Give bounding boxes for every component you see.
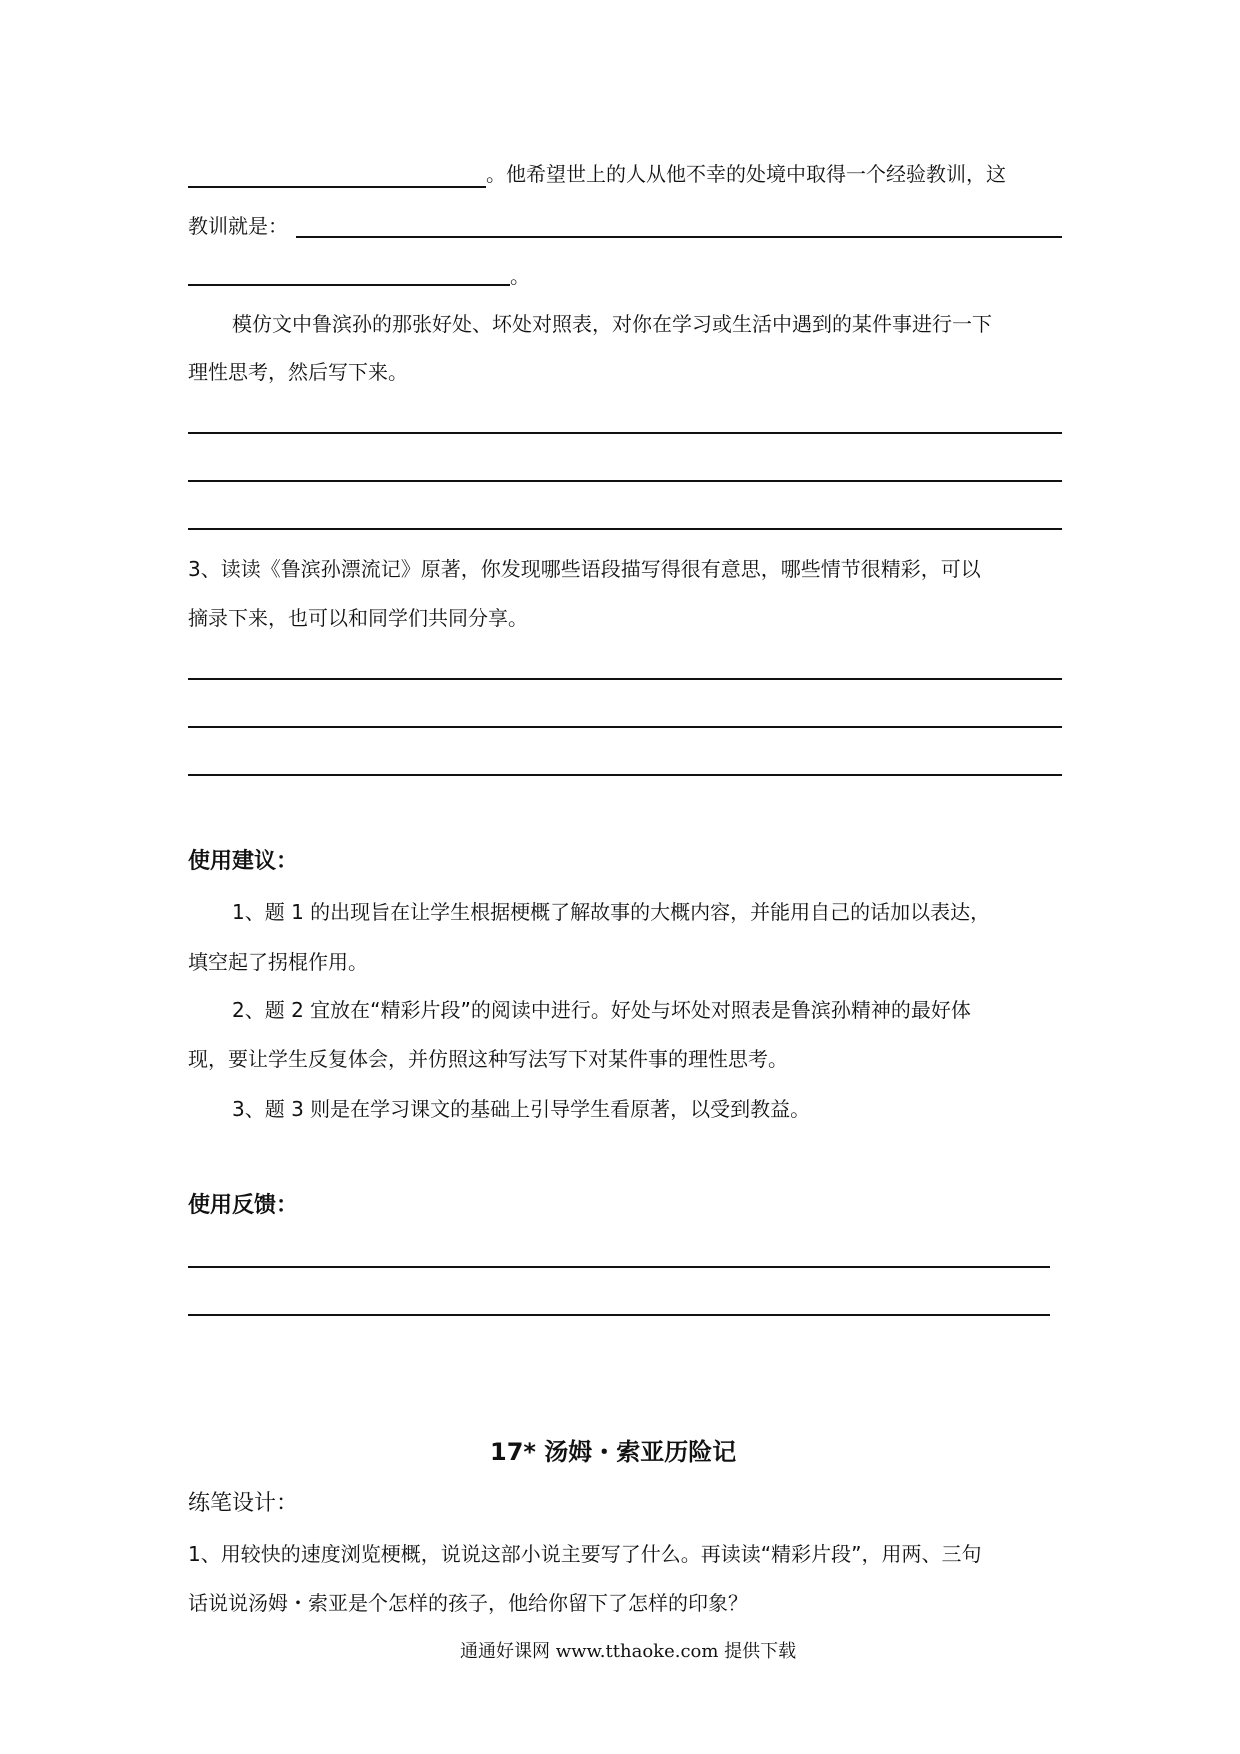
answer-line[interactable] bbox=[188, 528, 1062, 530]
paragraph-line: 理性思考，然后写下来。 bbox=[188, 360, 408, 384]
paragraph-line: 1、用较快的速度浏览梗概，说说这部小说主要写了什么。再读读“精彩片段”，用两、三句 bbox=[188, 1542, 982, 1566]
answer-line[interactable] bbox=[188, 726, 1062, 728]
answer-blank-line[interactable] bbox=[188, 186, 486, 188]
lesson-title: 17* 汤姆・索亚历险记 bbox=[490, 1438, 737, 1466]
paragraph-line: 模仿文中鲁滨孙的那张好处、坏处对照表，对你在学习或生活中遇到的某件事进行一下 bbox=[232, 312, 992, 336]
feedback-answer-line[interactable] bbox=[188, 1314, 1050, 1316]
paragraph-line: 。他希望世上的人从他不幸的处境中取得一个经验教训，这 bbox=[486, 162, 1006, 186]
suggestions-heading: 使用建议： bbox=[188, 849, 299, 874]
paragraph-line: 现，要让学生反复体会，并仿照这种写法写下对某件事的理性思考。 bbox=[188, 1047, 788, 1071]
section-heading: 练笔设计： bbox=[188, 1491, 299, 1516]
paragraph-line: 3、题 3 则是在学习课文的基础上引导学生看原著，以受到教益。 bbox=[232, 1097, 811, 1121]
answer-blank-line[interactable] bbox=[296, 236, 1062, 238]
paragraph-line: 教训就是： bbox=[188, 214, 288, 238]
answer-line[interactable] bbox=[188, 678, 1062, 680]
answer-blank-line[interactable] bbox=[188, 284, 510, 286]
paragraph-line: 1、题 1 的出现旨在让学生根据梗概了解故事的大概内容，并能用自己的话加以表达， bbox=[232, 900, 991, 924]
paragraph-line: 填空起了拐棍作用。 bbox=[188, 950, 368, 974]
paragraph-line: 摘录下来，也可以和同学们共同分享。 bbox=[188, 606, 528, 630]
answer-line[interactable] bbox=[188, 480, 1062, 482]
paragraph-line: 话说说汤姆・索亚是个怎样的孩子，他给你留下了怎样的印象？ bbox=[188, 1591, 748, 1615]
paragraph-line: 3、读读《鲁滨孙漂流记》原著，你发现哪些语段描写得很有意思，哪些情节很精彩，可以 bbox=[188, 557, 981, 581]
feedback-heading: 使用反馈： bbox=[188, 1193, 299, 1218]
feedback-answer-line[interactable] bbox=[188, 1266, 1050, 1268]
page-footer: 通通好课网 www.tthaoke.com 提供下载 bbox=[460, 1641, 797, 1662]
paragraph-line: 2、题 2 宜放在“精彩片段”的阅读中进行。好处与坏处对照表是鲁滨孙精神的最好体 bbox=[232, 998, 971, 1022]
paragraph-line: 。 bbox=[510, 264, 530, 288]
answer-line[interactable] bbox=[188, 432, 1062, 434]
answer-line[interactable] bbox=[188, 774, 1062, 776]
